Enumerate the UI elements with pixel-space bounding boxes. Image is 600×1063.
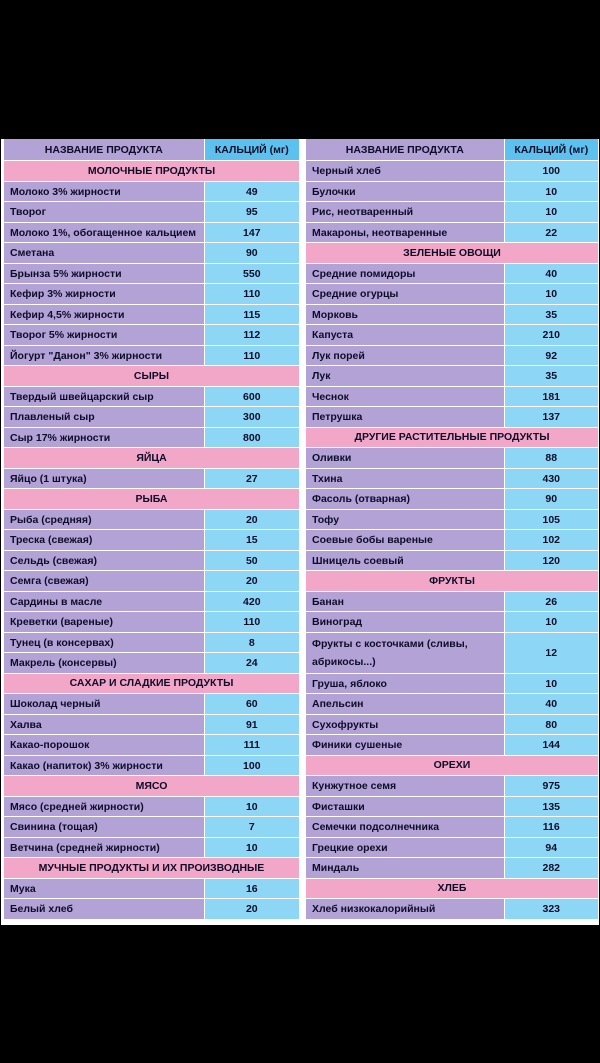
product-name: Банан <box>306 592 505 612</box>
product-name: Семга (свежая) <box>4 571 205 591</box>
product-name: Плавленый сыр <box>4 407 205 427</box>
calcium-value: 975 <box>505 776 598 796</box>
calcium-value: 92 <box>505 346 598 366</box>
calcium-value: 88 <box>505 448 598 468</box>
table-row <box>306 838 598 859</box>
calcium-value: 35 <box>505 366 598 386</box>
table-row <box>306 469 598 490</box>
calcium-value: 110 <box>205 346 299 366</box>
header-calcium: КАЛЬЦИЙ (мг) <box>505 139 598 160</box>
table-row <box>4 653 299 674</box>
table-row <box>4 756 299 777</box>
table-row <box>4 530 299 551</box>
calcium-value: 110 <box>205 612 299 632</box>
table-row <box>4 264 299 285</box>
calcium-value: 50 <box>205 551 299 571</box>
table-row <box>306 715 598 736</box>
calcium-value: 10 <box>505 182 598 202</box>
product-name: Тунец (в консервах) <box>4 633 205 653</box>
table-row <box>4 407 299 428</box>
product-name: Миндаль <box>306 858 505 878</box>
table-row <box>306 448 598 469</box>
calcium-value: 20 <box>205 899 299 919</box>
product-name: Халва <box>4 715 205 735</box>
category-row: РЫБА <box>4 489 299 510</box>
table-row <box>4 797 299 818</box>
product-name: Яйцо (1 штука) <box>4 469 205 489</box>
product-name: Финики сушеные <box>306 735 505 755</box>
table-row <box>4 284 299 305</box>
calcium-value: 102 <box>505 530 598 550</box>
calcium-value: 100 <box>205 756 299 776</box>
calcium-value: 300 <box>205 407 299 427</box>
product-name: Капуста <box>306 325 505 345</box>
table-row <box>306 797 598 818</box>
product-name: Груша, яблоко <box>306 674 505 694</box>
product-name: Шоколад черный <box>4 694 205 714</box>
table-row <box>306 612 598 633</box>
table-row <box>4 428 299 449</box>
calcium-value: 49 <box>205 182 299 202</box>
table-row <box>4 346 299 367</box>
table-row <box>4 305 299 326</box>
table-row <box>4 838 299 859</box>
product-name: Булочки <box>306 182 505 202</box>
calcium-value: 116 <box>505 817 598 837</box>
category-row: ДРУГИЕ РАСТИТЕЛЬНЫЕ ПРОДУКТЫ <box>306 428 598 449</box>
table-row <box>4 510 299 531</box>
table-left-column <box>4 139 299 920</box>
table-row <box>4 612 299 633</box>
calcium-value: 94 <box>505 838 598 858</box>
calcium-value: 10 <box>205 797 299 817</box>
product-name: Креветки (вареные) <box>4 612 205 632</box>
table-row <box>4 715 299 736</box>
table-row <box>306 182 598 203</box>
product-name: Апельсин <box>306 694 505 714</box>
calcium-value: 210 <box>505 325 598 345</box>
table-row <box>306 202 598 223</box>
table-row <box>4 387 299 408</box>
table-row <box>306 530 598 551</box>
calcium-value: 323 <box>505 899 598 919</box>
product-name: Твердый швейцарский сыр <box>4 387 205 407</box>
table-row <box>4 633 299 654</box>
table-row <box>4 223 299 244</box>
calcium-value: 22 <box>505 223 598 243</box>
calcium-value: 600 <box>205 387 299 407</box>
product-name: Тофу <box>306 510 505 530</box>
product-name: Свинина (тощая) <box>4 817 205 837</box>
table-row <box>306 284 598 305</box>
table-row <box>4 551 299 572</box>
product-name: Хлеб низкокалорийный <box>306 899 505 919</box>
product-name: Шницель соевый <box>306 551 505 571</box>
product-name: Рыба (средняя) <box>4 510 205 530</box>
table-row <box>306 633 598 674</box>
calcium-value: 10 <box>505 202 598 222</box>
category-row: ЗЕЛЕНЫЕ ОВОЩИ <box>306 243 598 264</box>
product-name: Мука <box>4 879 205 899</box>
category-row: МЯСО <box>4 776 299 797</box>
calcium-value: 90 <box>505 489 598 509</box>
table-row <box>306 387 598 408</box>
table-row <box>4 571 299 592</box>
product-name: Белый хлеб <box>4 899 205 919</box>
table-row <box>306 489 598 510</box>
category-row: ЯЙЦА <box>4 448 299 469</box>
category-row: ОРЕХИ <box>306 756 598 777</box>
calcium-value: 12 <box>505 633 598 673</box>
table-header <box>4 139 299 161</box>
calcium-value: 105 <box>505 510 598 530</box>
calcium-value: 35 <box>505 305 598 325</box>
product-name: Кефир 4,5% жирности <box>4 305 205 325</box>
table-row <box>4 817 299 838</box>
calcium-value: 26 <box>505 592 598 612</box>
calcium-value: 95 <box>205 202 299 222</box>
product-name: Соевые бобы вареные <box>306 530 505 550</box>
table-row <box>4 182 299 203</box>
calcium-table <box>1 139 599 925</box>
product-name: Молоко 3% жирности <box>4 182 205 202</box>
calcium-value: 120 <box>505 551 598 571</box>
product-name: Какао (напиток) 3% жирности <box>4 756 205 776</box>
product-name: Тхина <box>306 469 505 489</box>
product-name: Мясо (средней жирности) <box>4 797 205 817</box>
calcium-value: 7 <box>205 817 299 837</box>
calcium-value: 20 <box>205 510 299 530</box>
product-name: Йогурт "Данон" 3% жирности <box>4 346 205 366</box>
table-row <box>306 592 598 613</box>
calcium-value: 147 <box>205 223 299 243</box>
table-row <box>306 899 598 920</box>
calcium-value: 24 <box>205 653 299 673</box>
calcium-value: 8 <box>205 633 299 653</box>
category-row: ХЛЕБ <box>306 879 598 900</box>
product-name: Средние помидоры <box>306 264 505 284</box>
product-name: Фасоль (отварная) <box>306 489 505 509</box>
calcium-value: 10 <box>505 284 598 304</box>
calcium-value: 420 <box>205 592 299 612</box>
category-row: МОЛОЧНЫЕ ПРОДУКТЫ <box>4 161 299 182</box>
calcium-value: 110 <box>205 284 299 304</box>
product-name: Сельдь (свежая) <box>4 551 205 571</box>
table-row <box>306 510 598 531</box>
table-row <box>306 694 598 715</box>
product-name: Сухофрукты <box>306 715 505 735</box>
product-name: Рис, неотваренный <box>306 202 505 222</box>
calcium-value: 40 <box>505 264 598 284</box>
category-row: САХАР И СЛАДКИЕ ПРОДУКТЫ <box>4 674 299 695</box>
product-name: Кефир 3% жирности <box>4 284 205 304</box>
table-row <box>4 202 299 223</box>
product-name: Брынза 5% жирности <box>4 264 205 284</box>
calcium-value: 115 <box>205 305 299 325</box>
table-row <box>306 735 598 756</box>
product-name: Виноград <box>306 612 505 632</box>
table-row <box>306 346 598 367</box>
product-name: Сыр 17% жирности <box>4 428 205 448</box>
table-row <box>4 899 299 920</box>
header-product-name: НАЗВАНИЕ ПРОДУКТА <box>4 139 205 160</box>
table-row <box>4 469 299 490</box>
table-row <box>4 879 299 900</box>
product-name: Треска (свежая) <box>4 530 205 550</box>
product-name: Ветчина (средней жирности) <box>4 838 205 858</box>
table-row <box>306 223 598 244</box>
calcium-value: 15 <box>205 530 299 550</box>
table-row <box>306 776 598 797</box>
calcium-value: 550 <box>205 264 299 284</box>
product-name: Морковь <box>306 305 505 325</box>
header-calcium: КАЛЬЦИЙ (мг) <box>205 139 299 160</box>
table-row <box>4 243 299 264</box>
table-row <box>4 694 299 715</box>
calcium-value: 10 <box>205 838 299 858</box>
table-row <box>306 674 598 695</box>
table-row <box>4 592 299 613</box>
product-name: Оливки <box>306 448 505 468</box>
product-name: Макароны, неотваренные <box>306 223 505 243</box>
product-name: Фрукты с косточками (сливы, абрикосы...) <box>306 633 505 673</box>
table-row <box>306 161 598 182</box>
product-name: Макрель (консервы) <box>4 653 205 673</box>
product-name: Средние огурцы <box>306 284 505 304</box>
product-name: Лук <box>306 366 505 386</box>
calcium-value: 135 <box>505 797 598 817</box>
header-product-name: НАЗВАНИЕ ПРОДУКТА <box>306 139 505 160</box>
calcium-value: 181 <box>505 387 598 407</box>
calcium-value: 100 <box>505 161 598 181</box>
category-row: СЫРЫ <box>4 366 299 387</box>
product-name: Творог 5% жирности <box>4 325 205 345</box>
calcium-value: 111 <box>205 735 299 755</box>
table-row <box>4 735 299 756</box>
product-name: Лук порей <box>306 346 505 366</box>
product-name: Фисташки <box>306 797 505 817</box>
table-row <box>306 264 598 285</box>
table-row <box>306 858 598 879</box>
product-name: Семечки подсолнечника <box>306 817 505 837</box>
table-row <box>306 407 598 428</box>
table-row <box>306 817 598 838</box>
product-name: Чеснок <box>306 387 505 407</box>
table-header <box>306 139 598 161</box>
product-name: Черный хлеб <box>306 161 505 181</box>
table-row <box>4 325 299 346</box>
category-row: МУЧНЫЕ ПРОДУКТЫ И ИХ ПРОИЗВОДНЫЕ <box>4 858 299 879</box>
product-name: Сметана <box>4 243 205 263</box>
product-name: Грецкие орехи <box>306 838 505 858</box>
table-row <box>306 325 598 346</box>
calcium-value: 137 <box>505 407 598 427</box>
calcium-value: 20 <box>205 571 299 591</box>
calcium-value: 112 <box>205 325 299 345</box>
table-right-column <box>306 139 598 920</box>
product-name: Какао-порошок <box>4 735 205 755</box>
calcium-value: 10 <box>505 612 598 632</box>
calcium-value: 10 <box>505 674 598 694</box>
table-row <box>306 305 598 326</box>
product-name: Сардины в масле <box>4 592 205 612</box>
product-name: Кунжутное семя <box>306 776 505 796</box>
calcium-value: 16 <box>205 879 299 899</box>
table-row <box>306 551 598 572</box>
calcium-value: 430 <box>505 469 598 489</box>
category-row: ФРУКТЫ <box>306 571 598 592</box>
calcium-value: 90 <box>205 243 299 263</box>
calcium-value: 80 <box>505 715 598 735</box>
calcium-value: 800 <box>205 428 299 448</box>
product-name: Молоко 1%, обогащенное кальцием <box>4 223 205 243</box>
calcium-value: 40 <box>505 694 598 714</box>
calcium-value: 91 <box>205 715 299 735</box>
product-name: Петрушка <box>306 407 505 427</box>
table-row <box>306 366 598 387</box>
calcium-value: 282 <box>505 858 598 878</box>
calcium-value: 27 <box>205 469 299 489</box>
calcium-value: 144 <box>505 735 598 755</box>
calcium-value: 60 <box>205 694 299 714</box>
product-name: Творог <box>4 202 205 222</box>
